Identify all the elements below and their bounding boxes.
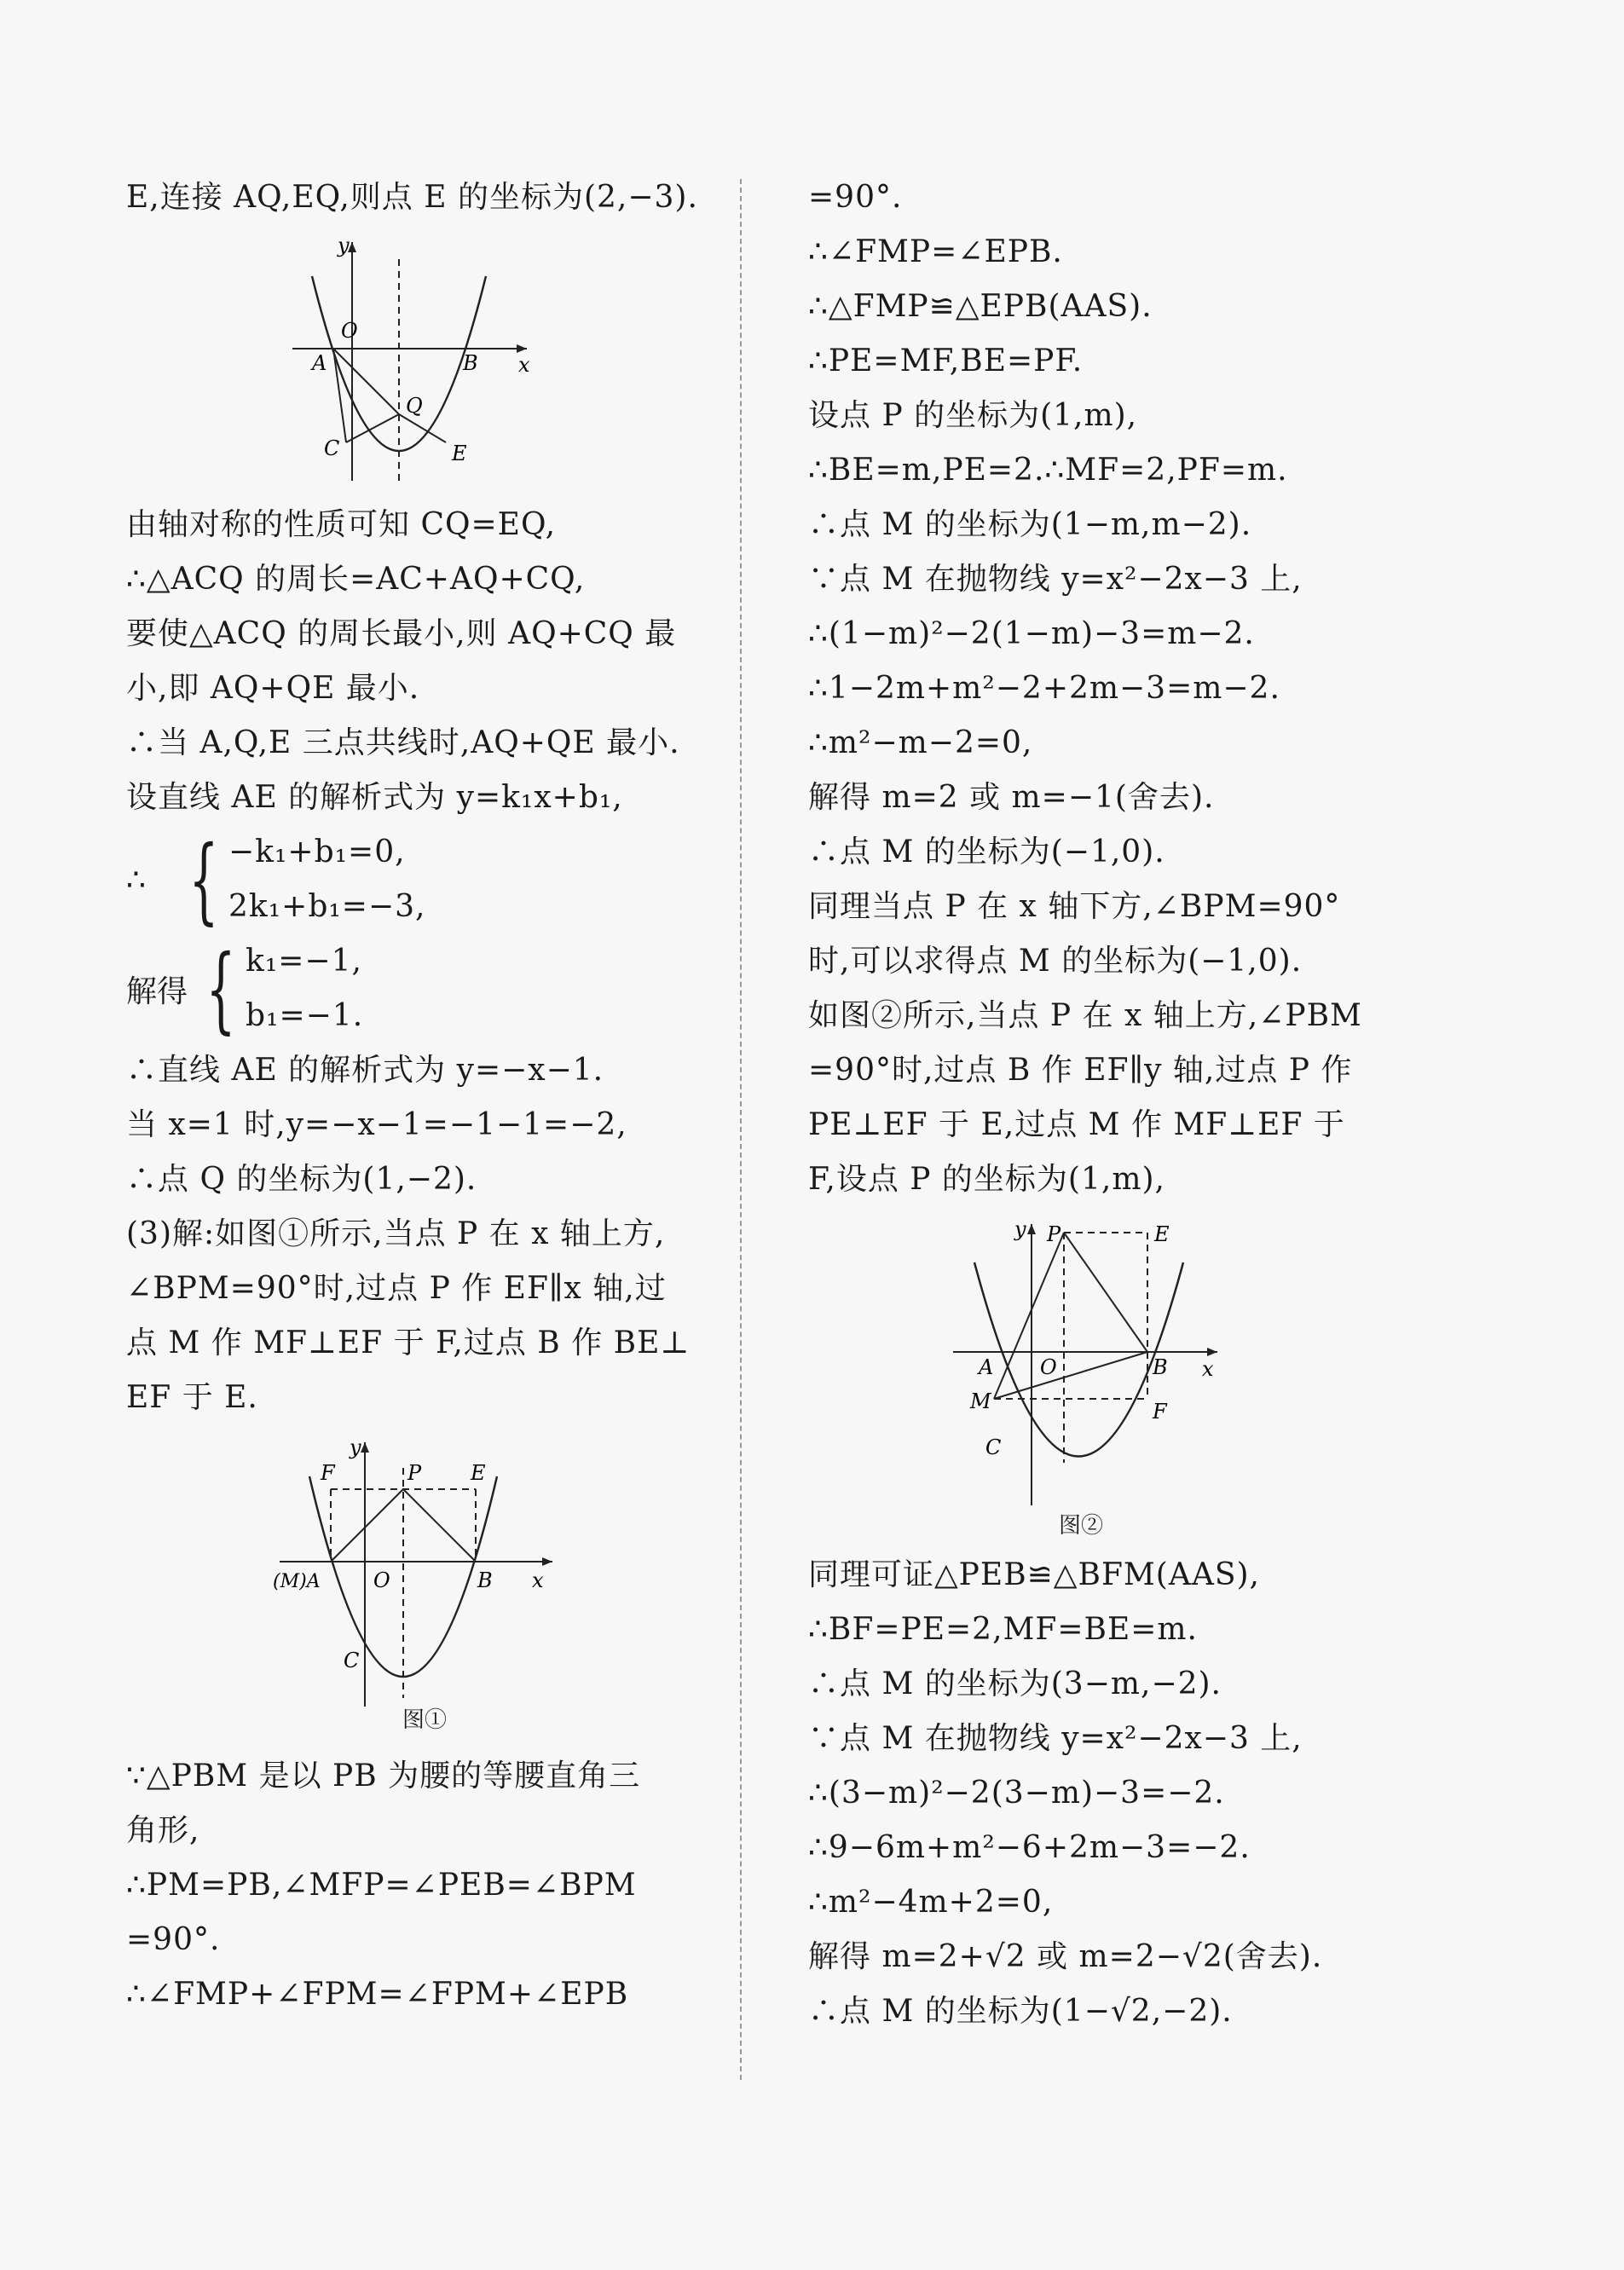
text-line: ∴PE=MF,BE=PF. <box>808 344 1084 378</box>
figure-parabola-2 <box>126 1425 723 1749</box>
fig1-label-o: O <box>341 319 358 343</box>
text-line: (3)解:如图①所示,当点 P 在 x 轴上方, <box>126 1216 666 1251</box>
text-line: ∴(1−m)²−2(1−m)−3=m−2. <box>808 616 1255 651</box>
fig2-label-ma: (M)A <box>273 1571 321 1592</box>
text-line: F,设点 P 的坐标为(1,m), <box>808 1162 1165 1197</box>
fig3-label-m: M <box>970 1389 991 1413</box>
left-column <box>126 170 723 2022</box>
text-line: ∴1−2m+m²−2+2m−3=m−2. <box>808 671 1280 706</box>
fig1-label-b: B <box>463 351 478 375</box>
fig3-label-f: F <box>1153 1400 1167 1424</box>
brace-lead: 解得 <box>126 973 188 1009</box>
text-line: =90°. <box>126 1922 221 1957</box>
fig1-label-a: A <box>312 351 327 375</box>
fig3-label-y: y <box>1014 1217 1026 1241</box>
text-line: ∴△FMP≌△EPB(AAS). <box>808 289 1153 324</box>
text-line: ∵△PBM 是以 PB 为腰的等腰直角三 <box>126 1759 641 1793</box>
figure-caption: 图② <box>1058 1513 1103 1539</box>
fig2-label-b: B <box>477 1568 493 1592</box>
text-line: 时,可以求得点 M 的坐标为(−1,0). <box>808 944 1303 979</box>
text-line: E,连接 AQ,EQ,则点 E 的坐标为(2,−3). <box>126 180 698 215</box>
text-line: ∠BPM=90°时,过点 P 作 EF∥x 轴,过 <box>126 1271 667 1306</box>
equation-line: k₁=−1, <box>246 944 362 979</box>
text-line: 设直线 AE 的解析式为 y=k₁x+b₁, <box>126 780 623 815</box>
column-divider <box>740 179 742 2080</box>
text-line: ∴点 M 的坐标为(−1,0). <box>808 835 1165 869</box>
fig2-label-c: C <box>344 1649 360 1672</box>
text-line: 如图②所示,当点 P 在 x 轴上方,∠PBM <box>808 998 1362 1033</box>
text-line: ∴点 M 的坐标为(1−m,m−2). <box>808 507 1252 542</box>
text-line: ∴BF=PE=2,MF=BE=m. <box>808 1612 1198 1647</box>
text-line: ∴m²−4m+2=0, <box>808 1885 1054 1920</box>
brace-icon: { <box>205 934 236 1043</box>
text-line: ∴(3−m)²−2(3−m)−3=−2. <box>808 1776 1225 1811</box>
text-line: ∵点 M 在抛物线 y=x²−2x−3 上, <box>808 562 1303 597</box>
text-line: ∴m²−m−2=0, <box>808 725 1033 760</box>
fig2-label-p: P <box>407 1461 422 1485</box>
text-line: ∴当 A,Q,E 三点共线时,AQ+QE 最小. <box>126 725 680 760</box>
text-line: 要使△ACQ 的周长最小,则 AQ+CQ 最 <box>126 616 677 651</box>
text-line: 同理可证△PEB≌△BFM(AAS), <box>808 1557 1260 1592</box>
text-line: PE⊥EF 于 E,过点 M 作 MF⊥EF 于 <box>808 1107 1345 1142</box>
fig2-label-f: F <box>321 1461 335 1485</box>
text-line: 角形, <box>126 1813 200 1848</box>
fig1-label-y: y <box>338 234 350 257</box>
text-line: EF 于 E. <box>126 1380 258 1415</box>
fig3-label-p: P <box>1047 1222 1061 1246</box>
fig2-label-y: y <box>350 1435 361 1459</box>
text-line: ∴点 M 的坐标为(3−m,−2). <box>808 1666 1222 1701</box>
text-line: 由轴对称的性质可知 CQ=EQ, <box>126 507 557 542</box>
text-line: ∵点 M 在抛物线 y=x²−2x−3 上, <box>808 1721 1303 1756</box>
fig3-label-o: O <box>1040 1355 1057 1379</box>
equation-line: 2k₁+b₁=−3, <box>228 889 426 924</box>
fig1-label-q: Q <box>406 394 423 418</box>
fig2-label-x: x <box>532 1568 544 1592</box>
figure-parabola-3 <box>808 1207 1422 1548</box>
equation-system-2 <box>126 934 723 1043</box>
figure-parabola-1 <box>126 225 723 498</box>
text-line: ∴∠FMP+∠FPM=∠FPM+∠EPB <box>126 1977 629 2012</box>
text-line: 同理当点 P 在 x 轴下方,∠BPM=90° <box>808 889 1341 924</box>
right-column <box>808 170 1422 2039</box>
fig2-label-e: E <box>471 1461 486 1485</box>
text-line: 设点 P 的坐标为(1,m), <box>808 398 1138 433</box>
fig3-label-c: C <box>985 1435 1002 1459</box>
fig3-label-e: E <box>1154 1222 1170 1246</box>
figure-caption: 图① <box>402 1707 447 1733</box>
text-line: =90°. <box>808 180 903 215</box>
fig1-label-x: x <box>518 353 530 377</box>
text-line: ∴点 Q 的坐标为(1,−2). <box>126 1162 477 1197</box>
text-line: ∴直线 AE 的解析式为 y=−x−1. <box>126 1053 604 1088</box>
text-line: 解得 m=2 或 m=−1(舍去). <box>808 780 1215 815</box>
fig2-label-o: O <box>373 1568 390 1592</box>
text-line: 当 x=1 时,y=−x−1=−1−1=−2, <box>126 1107 627 1142</box>
text-line: ∴PM=PB,∠MFP=∠PEB=∠BPM <box>126 1868 637 1903</box>
fig3-label-a: A <box>979 1355 994 1379</box>
fig1-label-c: C <box>324 436 340 460</box>
text-line: ∴∠FMP=∠EPB. <box>808 234 1063 269</box>
text-line: ∴点 M 的坐标为(1−√2,−2). <box>808 1994 1233 2029</box>
text-line: 解得 m=2+√2 或 m=2−√2(舍去). <box>808 1939 1323 1974</box>
text-line: ∴9−6m+m²−6+2m−3=−2. <box>808 1830 1251 1865</box>
text-line: =90°时,过点 B 作 EF∥y 轴,过点 P 作 <box>808 1053 1353 1088</box>
brace-lead: ∴ <box>126 862 146 898</box>
fig1-label-e: E <box>452 442 467 465</box>
text-line: 点 M 作 MF⊥EF 于 F,过点 B 作 BE⊥ <box>126 1326 691 1360</box>
fig3-label-x: x <box>1202 1357 1214 1381</box>
text-line: ∴BE=m,PE=2.∴MF=2,PF=m. <box>808 453 1288 488</box>
brace-icon: { <box>188 825 219 934</box>
equation-system-1 <box>126 825 723 934</box>
equation-line: b₁=−1. <box>246 998 364 1033</box>
fig3-label-b: B <box>1153 1355 1168 1379</box>
text-line: ∴△ACQ 的周长=AC+AQ+CQ, <box>126 562 586 597</box>
text-line: 小,即 AQ+QE 最小. <box>126 671 420 706</box>
equation-line: −k₁+b₁=0, <box>228 835 406 869</box>
